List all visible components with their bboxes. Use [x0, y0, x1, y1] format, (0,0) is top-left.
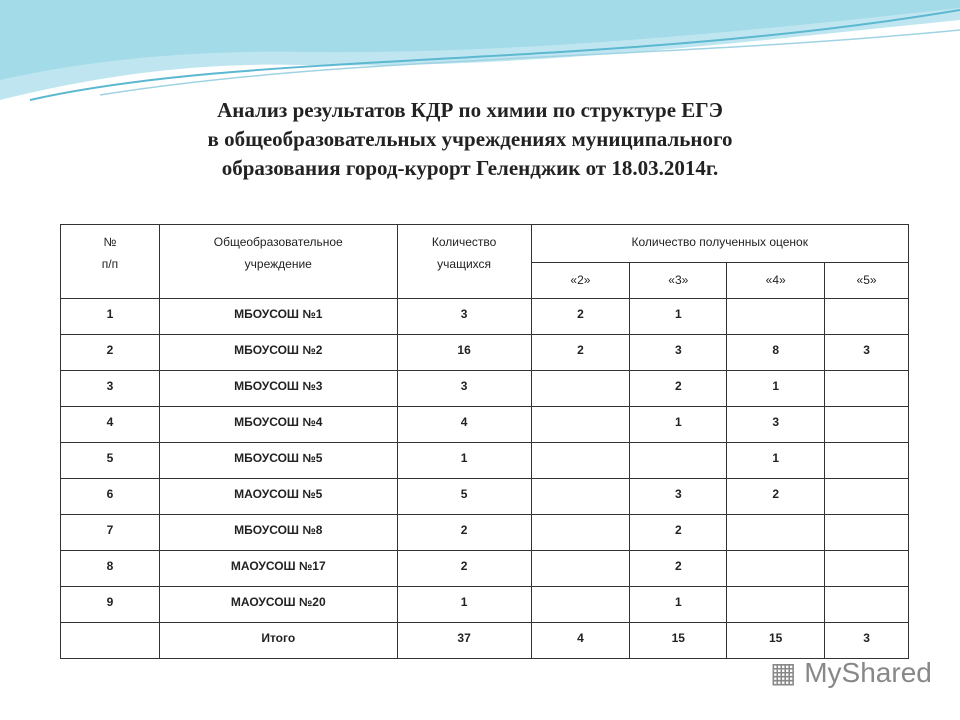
table-cell	[825, 587, 909, 623]
table-cell	[531, 407, 630, 443]
table-row	[61, 479, 909, 515]
table-cell: 3	[630, 479, 727, 515]
slide-title	[0, 96, 940, 183]
table-cell: 1	[727, 371, 825, 407]
header-grade-4: «4»	[727, 263, 825, 299]
table-cell	[825, 551, 909, 587]
table-cell	[825, 299, 909, 335]
header-count: Количество учащихся	[397, 225, 531, 299]
table-cell: 3	[397, 371, 531, 407]
table-cell: 2	[61, 335, 160, 371]
header-grade-2: «2»	[531, 263, 630, 299]
table-row	[61, 515, 909, 551]
table-cell: 2	[630, 515, 727, 551]
table-cell: 2	[531, 299, 630, 335]
table-cell: 2	[630, 371, 727, 407]
table-cell: 9	[61, 587, 160, 623]
table-cell: 4	[61, 407, 160, 443]
table-cell: МБОУСОШ №2	[159, 335, 397, 371]
table-cell: 2	[397, 515, 531, 551]
table-cell: МБОУСОШ №3	[159, 371, 397, 407]
table-cell	[727, 515, 825, 551]
table-cell	[531, 479, 630, 515]
table-cell: 3	[61, 371, 160, 407]
table-cell: Итого	[159, 623, 397, 659]
title-line-3: образования город-курорт Геленджик от 18.03.2014г.	[221, 156, 719, 180]
table-cell: 5	[61, 443, 160, 479]
table-row	[61, 407, 909, 443]
table-cell	[531, 515, 630, 551]
table-cell: 1	[630, 299, 727, 335]
table-cell: 1	[397, 587, 531, 623]
table-cell: 7	[61, 515, 160, 551]
table-cell	[825, 407, 909, 443]
table-cell: 15	[727, 623, 825, 659]
header-grades: Количество полученных оценок	[531, 225, 908, 263]
myshared-watermark: ▦ MyShared	[770, 657, 932, 688]
table-cell: 16	[397, 335, 531, 371]
header-grade-5: «5»	[825, 263, 909, 299]
table-cell: МБОУСОШ №4	[159, 407, 397, 443]
table-cell: МАОУСОШ №20	[159, 587, 397, 623]
table-cell: 3	[825, 335, 909, 371]
table-cell: 1	[397, 443, 531, 479]
table-cell	[825, 479, 909, 515]
table-cell: 4	[531, 623, 630, 659]
table-cell: 2	[727, 479, 825, 515]
table-cell: 1	[630, 587, 727, 623]
table-row	[61, 623, 909, 659]
table-cell: МАОУСОШ №17	[159, 551, 397, 587]
table-cell	[825, 515, 909, 551]
table-cell	[531, 371, 630, 407]
table-cell: 15	[630, 623, 727, 659]
header-num: № п/п	[61, 225, 160, 299]
table-cell	[727, 299, 825, 335]
table-cell: 2	[531, 335, 630, 371]
table-row	[61, 443, 909, 479]
wave-decoration	[0, 0, 960, 110]
table-row	[61, 299, 909, 335]
table-row	[61, 587, 909, 623]
table-row	[61, 335, 909, 371]
table-cell: 37	[397, 623, 531, 659]
table-cell	[61, 623, 160, 659]
table-cell: МБОУСОШ №8	[159, 515, 397, 551]
table-cell: 2	[397, 551, 531, 587]
table-row	[61, 371, 909, 407]
header-grade-3: «3»	[630, 263, 727, 299]
table-cell: 3	[825, 623, 909, 659]
table-cell	[531, 443, 630, 479]
table-cell: 1	[630, 407, 727, 443]
table-cell: 6	[61, 479, 160, 515]
table-cell	[531, 551, 630, 587]
title-line-1: Анализ результатов КДР по химии по структуре ЕГЭ	[217, 98, 723, 122]
table-cell: 8	[61, 551, 160, 587]
table-cell: 8	[727, 335, 825, 371]
table-row	[61, 551, 909, 587]
table-cell: 3	[727, 407, 825, 443]
table-cell: 1	[727, 443, 825, 479]
table-cell: МАОУСОШ №5	[159, 479, 397, 515]
table-cell: 3	[397, 299, 531, 335]
table-cell	[727, 551, 825, 587]
table-cell: 1	[61, 299, 160, 335]
table-cell	[630, 443, 727, 479]
table-cell: 2	[630, 551, 727, 587]
table-cell	[531, 587, 630, 623]
table-cell	[825, 443, 909, 479]
table-cell: 5	[397, 479, 531, 515]
table-cell: 4	[397, 407, 531, 443]
table-cell	[825, 371, 909, 407]
results-table	[60, 224, 909, 659]
table-cell: 3	[630, 335, 727, 371]
table-cell	[727, 587, 825, 623]
header-school: Общеобразовательное учреждение	[159, 225, 397, 299]
table-cell: МБОУСОШ №5	[159, 443, 397, 479]
title-line-2: в общеобразовательных учреждениях муниципального	[207, 127, 733, 151]
table-cell: МБОУСОШ №1	[159, 299, 397, 335]
